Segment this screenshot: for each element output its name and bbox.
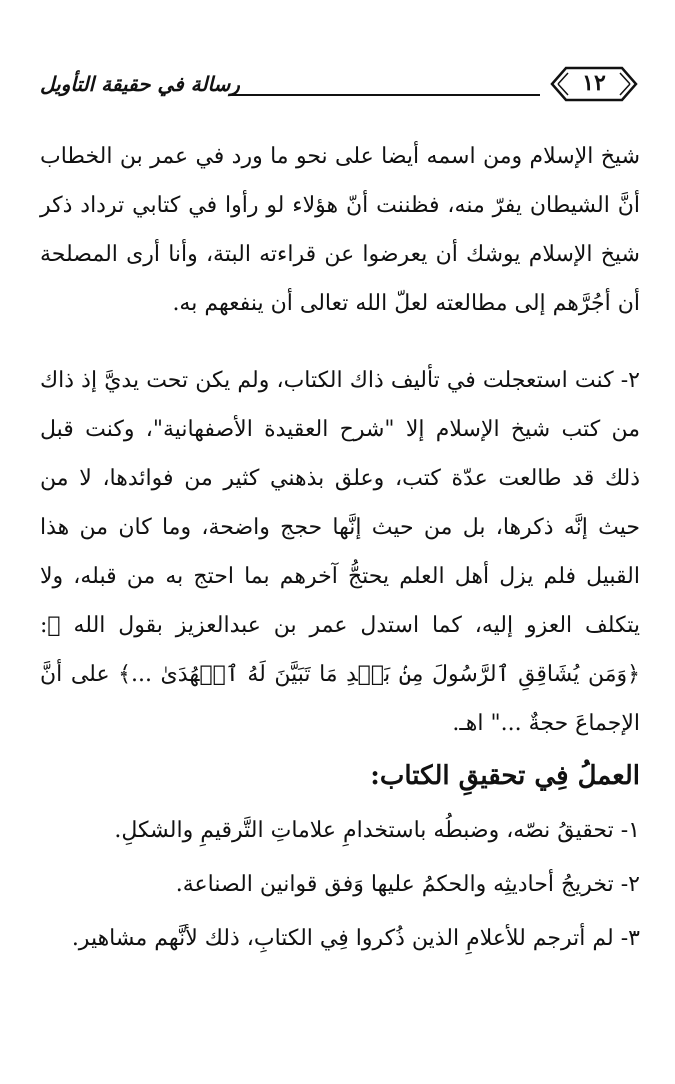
running-header [40, 62, 640, 118]
list-item-2: ٢- تخريجُ أحاديثِه والحكمُ عليها وَفق قوانين الصناعة. [175, 872, 640, 897]
header-rule [230, 94, 540, 96]
running-title: رسالة في حقيقة التأويل [40, 72, 240, 96]
list-item-3: ٣- لم أترجم للأعلامِ الذين ذُكروا فِي الكتابِ، ذلك لأنَّهم مشاهير. [71, 926, 640, 951]
page-body [40, 132, 640, 966]
page-number-badge [548, 62, 640, 106]
list-item-1: ١- تحقيقُ نصّه، وضبطُه باستخدامِ علاماتِ التَّرقيمِ والشكلِ. [114, 818, 640, 843]
paragraph-gap [40, 328, 640, 356]
section-heading: العملُ فِي تحقيقِ الكتاب: [370, 761, 640, 791]
paragraph-1: شيخ الإسلام ومن اسمه أيضا على نحو ما ورد في عمر بن الخطاب أنَّ الشيطان يفرّ منه، فظننت أنّ هؤلاء لو رأوا في كتابي ترداد ذكر شيخ الإسلام يوشك أن يعرضوا عن قراءته البتة، وأنا أرى المصلحة أن أجُرَّهم إلى مطالعته لعلّ الله تعالى أن ينفعهم به. [40, 144, 640, 316]
paragraph-2: ٢- كنت استعجلت في تأليف ذاك الكتاب، ولم يكن تحت يديَّ إذ ذاك من كتب شيخ الإسلام إلا "شرح العقيدة الأصفهانية"، وكنت قبل ذلك قد طالعت عدّة كتب، وعلق بذهني كثير من فوائدها، لا من حيث إنَّه ذكرها، بل من حيث إنَّها حجج واضحة، وما كان من هذا القبيل فلم يزل أهل العلم يحتجُّ آخرهم بما احتج به من قبله، ولا يتكلف العزو إليه، كما استدل عمر بن عبدالعزيز بقول الله ﷻ: ﴿وَمَن يُشَاقِقِ ٱلرَّسُولَ مِنۢ بَعۡدِ مَا تَبَيَّنَ لَهُ ٱلۡهُدَىٰ ...﴾ على أنَّ الإجماعَ حجةٌ ..." اهـ. [40, 368, 640, 736]
page-number: ١٢ [582, 70, 606, 96]
